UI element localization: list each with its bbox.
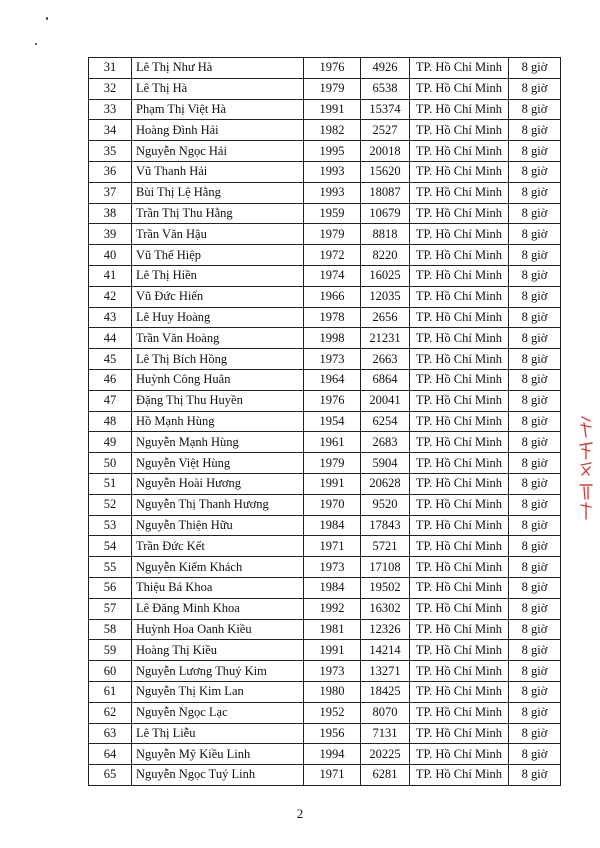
location-cell: TP. Hồ Chí Minh <box>410 58 509 79</box>
row-number-cell: 34 <box>89 120 132 141</box>
full-name-cell: Trần Văn Hoàng <box>132 328 304 349</box>
row-number-cell: 49 <box>89 432 132 453</box>
table-row <box>89 307 561 328</box>
birth-year-cell: 1976 <box>304 58 361 79</box>
row-number-cell: 40 <box>89 245 132 266</box>
row-number-cell: 59 <box>89 640 132 661</box>
full-name-cell: Hồ Mạnh Hùng <box>132 411 304 432</box>
hours-cell: 8 giờ <box>509 473 561 494</box>
location-cell: TP. Hồ Chí Minh <box>410 328 509 349</box>
birth-year-cell: 1984 <box>304 515 361 536</box>
hours-cell: 8 giờ <box>509 765 561 786</box>
full-name-cell: Hoàng Thị Kiều <box>132 640 304 661</box>
birth-year-cell: 1982 <box>304 120 361 141</box>
record-code-cell: 6281 <box>361 765 410 786</box>
location-cell: TP. Hồ Chí Minh <box>410 765 509 786</box>
hours-cell: 8 giờ <box>509 723 561 744</box>
location-cell: TP. Hồ Chí Minh <box>410 307 509 328</box>
record-code-cell: 8818 <box>361 224 410 245</box>
record-code-cell: 20225 <box>361 744 410 765</box>
row-number-cell: 35 <box>89 141 132 162</box>
full-name-cell: Lê Thị Hiền <box>132 265 304 286</box>
full-name-cell: Nguyễn Ngọc Hải <box>132 141 304 162</box>
hours-cell: 8 giờ <box>509 182 561 203</box>
full-name-cell: Bùi Thị Lệ Hằng <box>132 182 304 203</box>
scan-speck <box>35 43 37 45</box>
location-cell: TP. Hồ Chí Minh <box>410 515 509 536</box>
birth-year-cell: 1974 <box>304 265 361 286</box>
table-row <box>89 99 561 120</box>
record-code-cell: 6254 <box>361 411 410 432</box>
row-number-cell: 38 <box>89 203 132 224</box>
table-row <box>89 473 561 494</box>
table-row <box>89 265 561 286</box>
birth-year-cell: 1978 <box>304 307 361 328</box>
birth-year-cell: 1993 <box>304 161 361 182</box>
record-code-cell: 12326 <box>361 619 410 640</box>
location-cell: TP. Hồ Chí Minh <box>410 182 509 203</box>
hours-cell: 8 giờ <box>509 453 561 474</box>
record-code-cell: 2656 <box>361 307 410 328</box>
hours-cell: 8 giờ <box>509 598 561 619</box>
record-code-cell: 21231 <box>361 328 410 349</box>
location-cell: TP. Hồ Chí Minh <box>410 390 509 411</box>
full-name-cell: Nguyễn Hoài Hương <box>132 473 304 494</box>
birth-year-cell: 1970 <box>304 494 361 515</box>
full-name-cell: Lê Thị Bích Hồng <box>132 349 304 370</box>
birth-year-cell: 1991 <box>304 473 361 494</box>
location-cell: TP. Hồ Chí Minh <box>410 473 509 494</box>
table-row <box>89 619 561 640</box>
location-cell: TP. Hồ Chí Minh <box>410 432 509 453</box>
birth-year-cell: 1991 <box>304 640 361 661</box>
hours-cell: 8 giờ <box>509 78 561 99</box>
table-row <box>89 224 561 245</box>
birth-year-cell: 1973 <box>304 661 361 682</box>
row-number-cell: 33 <box>89 99 132 120</box>
hours-cell: 8 giờ <box>509 141 561 162</box>
table-row <box>89 681 561 702</box>
hours-cell: 8 giờ <box>509 286 561 307</box>
row-number-cell: 55 <box>89 557 132 578</box>
location-cell: TP. Hồ Chí Minh <box>410 723 509 744</box>
birth-year-cell: 1971 <box>304 765 361 786</box>
table-row <box>89 349 561 370</box>
row-number-cell: 62 <box>89 702 132 723</box>
full-name-cell: Lê Thị Liễu <box>132 723 304 744</box>
birth-year-cell: 1973 <box>304 349 361 370</box>
location-cell: TP. Hồ Chí Minh <box>410 141 509 162</box>
birth-year-cell: 1981 <box>304 619 361 640</box>
record-code-cell: 20018 <box>361 141 410 162</box>
table-row <box>89 411 561 432</box>
hours-cell: 8 giờ <box>509 411 561 432</box>
full-name-cell: Trần Văn Hậu <box>132 224 304 245</box>
birth-year-cell: 1979 <box>304 78 361 99</box>
row-number-cell: 56 <box>89 577 132 598</box>
birth-year-cell: 1979 <box>304 453 361 474</box>
record-code-cell: 16025 <box>361 265 410 286</box>
hours-cell: 8 giờ <box>509 203 561 224</box>
row-number-cell: 53 <box>89 515 132 536</box>
location-cell: TP. Hồ Chí Minh <box>410 411 509 432</box>
row-number-cell: 54 <box>89 536 132 557</box>
table-row <box>89 640 561 661</box>
page-number: 2 <box>296 806 304 821</box>
row-number-cell: 63 <box>89 723 132 744</box>
record-code-cell: 7131 <box>361 723 410 744</box>
record-code-cell: 16302 <box>361 598 410 619</box>
full-name-cell: Trần Thị Thu Hằng <box>132 203 304 224</box>
birth-year-cell: 1995 <box>304 141 361 162</box>
full-name-cell: Lê Thị Như Hà <box>132 58 304 79</box>
table-row <box>89 286 561 307</box>
location-cell: TP. Hồ Chí Minh <box>410 203 509 224</box>
record-code-cell: 2683 <box>361 432 410 453</box>
hours-cell: 8 giờ <box>509 494 561 515</box>
row-number-cell: 41 <box>89 265 132 286</box>
birth-year-cell: 1980 <box>304 681 361 702</box>
table-row <box>89 182 561 203</box>
location-cell: TP. Hồ Chí Minh <box>410 99 509 120</box>
row-number-cell: 52 <box>89 494 132 515</box>
birth-year-cell: 1991 <box>304 99 361 120</box>
hours-cell: 8 giờ <box>509 349 561 370</box>
red-signature-stamp <box>576 415 596 525</box>
table-row <box>89 245 561 266</box>
location-cell: TP. Hồ Chí Minh <box>410 640 509 661</box>
row-number-cell: 46 <box>89 369 132 390</box>
record-code-cell: 5904 <box>361 453 410 474</box>
birth-year-cell: 1973 <box>304 557 361 578</box>
hours-cell: 8 giờ <box>509 224 561 245</box>
hours-cell: 8 giờ <box>509 307 561 328</box>
table-row <box>89 432 561 453</box>
full-name-cell: Lê Thị Hà <box>132 78 304 99</box>
row-number-cell: 61 <box>89 681 132 702</box>
record-code-cell: 12035 <box>361 286 410 307</box>
table-row <box>89 598 561 619</box>
hours-cell: 8 giờ <box>509 328 561 349</box>
table-row <box>89 765 561 786</box>
location-cell: TP. Hồ Chí Minh <box>410 78 509 99</box>
full-name-cell: Huỳnh Công Huân <box>132 369 304 390</box>
record-code-cell: 20041 <box>361 390 410 411</box>
hours-cell: 8 giờ <box>509 161 561 182</box>
row-number-cell: 45 <box>89 349 132 370</box>
hours-cell: 8 giờ <box>509 245 561 266</box>
table-row <box>89 744 561 765</box>
birth-year-cell: 1964 <box>304 369 361 390</box>
table-row <box>89 390 561 411</box>
record-code-cell: 8070 <box>361 702 410 723</box>
table-row <box>89 141 561 162</box>
full-name-cell: Vũ Thanh Hải <box>132 161 304 182</box>
record-code-cell: 13271 <box>361 661 410 682</box>
row-number-cell: 43 <box>89 307 132 328</box>
birth-year-cell: 1994 <box>304 744 361 765</box>
row-number-cell: 32 <box>89 78 132 99</box>
table-row <box>89 58 561 79</box>
birth-year-cell: 1971 <box>304 536 361 557</box>
record-code-cell: 6864 <box>361 369 410 390</box>
record-code-cell: 2663 <box>361 349 410 370</box>
row-number-cell: 65 <box>89 765 132 786</box>
full-name-cell: Nguyễn Việt Hùng <box>132 453 304 474</box>
record-code-cell: 18425 <box>361 681 410 702</box>
hours-cell: 8 giờ <box>509 99 561 120</box>
full-name-cell: Nguyễn Ngọc Tuý Linh <box>132 765 304 786</box>
record-code-cell: 5721 <box>361 536 410 557</box>
hours-cell: 8 giờ <box>509 120 561 141</box>
hours-cell: 8 giờ <box>509 744 561 765</box>
row-number-cell: 58 <box>89 619 132 640</box>
hours-cell: 8 giờ <box>509 265 561 286</box>
record-code-cell: 15374 <box>361 99 410 120</box>
table-row <box>89 515 561 536</box>
birth-year-cell: 1998 <box>304 328 361 349</box>
roster-table-body <box>89 58 561 786</box>
row-number-cell: 44 <box>89 328 132 349</box>
row-number-cell: 47 <box>89 390 132 411</box>
location-cell: TP. Hồ Chí Minh <box>410 598 509 619</box>
full-name-cell: Nguyễn Thiện Hữu <box>132 515 304 536</box>
birth-year-cell: 1972 <box>304 245 361 266</box>
record-code-cell: 18087 <box>361 182 410 203</box>
row-number-cell: 57 <box>89 598 132 619</box>
hours-cell: 8 giờ <box>509 557 561 578</box>
birth-year-cell: 1976 <box>304 390 361 411</box>
full-name-cell: Nguyễn Kiếm Khách <box>132 557 304 578</box>
location-cell: TP. Hồ Chí Minh <box>410 494 509 515</box>
birth-year-cell: 1993 <box>304 182 361 203</box>
hours-cell: 8 giờ <box>509 369 561 390</box>
full-name-cell: Nguyễn Thị Kim Lan <box>132 681 304 702</box>
record-code-cell: 14214 <box>361 640 410 661</box>
birth-year-cell: 1961 <box>304 432 361 453</box>
location-cell: TP. Hồ Chí Minh <box>410 120 509 141</box>
hours-cell: 8 giờ <box>509 432 561 453</box>
scan-speck <box>46 17 48 20</box>
record-code-cell: 17108 <box>361 557 410 578</box>
row-number-cell: 51 <box>89 473 132 494</box>
record-code-cell: 2527 <box>361 120 410 141</box>
location-cell: TP. Hồ Chí Minh <box>410 349 509 370</box>
location-cell: TP. Hồ Chí Minh <box>410 286 509 307</box>
location-cell: TP. Hồ Chí Minh <box>410 744 509 765</box>
hours-cell: 8 giờ <box>509 681 561 702</box>
table-row <box>89 536 561 557</box>
birth-year-cell: 1992 <box>304 598 361 619</box>
record-code-cell: 15620 <box>361 161 410 182</box>
row-number-cell: 37 <box>89 182 132 203</box>
full-name-cell: Hoàng Đình Hải <box>132 120 304 141</box>
birth-year-cell: 1956 <box>304 723 361 744</box>
hours-cell: 8 giờ <box>509 619 561 640</box>
full-name-cell: Vũ Đức Hiển <box>132 286 304 307</box>
location-cell: TP. Hồ Chí Minh <box>410 245 509 266</box>
row-number-cell: 36 <box>89 161 132 182</box>
birth-year-cell: 1959 <box>304 203 361 224</box>
table-row <box>89 161 561 182</box>
birth-year-cell: 1966 <box>304 286 361 307</box>
full-name-cell: Thiệu Bá Khoa <box>132 577 304 598</box>
table-row <box>89 723 561 744</box>
row-number-cell: 48 <box>89 411 132 432</box>
hours-cell: 8 giờ <box>509 536 561 557</box>
full-name-cell: Lê Huy Hoàng <box>132 307 304 328</box>
location-cell: TP. Hồ Chí Minh <box>410 557 509 578</box>
table-row <box>89 328 561 349</box>
record-code-cell: 17843 <box>361 515 410 536</box>
full-name-cell: Nguyễn Ngọc Lạc <box>132 702 304 723</box>
row-number-cell: 31 <box>89 58 132 79</box>
table-row <box>89 661 561 682</box>
record-code-cell: 10679 <box>361 203 410 224</box>
row-number-cell: 39 <box>89 224 132 245</box>
row-number-cell: 64 <box>89 744 132 765</box>
record-code-cell: 6538 <box>361 78 410 99</box>
hours-cell: 8 giờ <box>509 661 561 682</box>
full-name-cell: Huỳnh Hoa Oanh Kiều <box>132 619 304 640</box>
location-cell: TP. Hồ Chí Minh <box>410 702 509 723</box>
birth-year-cell: 1979 <box>304 224 361 245</box>
birth-year-cell: 1984 <box>304 577 361 598</box>
table-row <box>89 494 561 515</box>
record-code-cell: 4926 <box>361 58 410 79</box>
row-number-cell: 42 <box>89 286 132 307</box>
location-cell: TP. Hồ Chí Minh <box>410 619 509 640</box>
location-cell: TP. Hồ Chí Minh <box>410 453 509 474</box>
hours-cell: 8 giờ <box>509 577 561 598</box>
full-name-cell: Vũ Thế Hiệp <box>132 245 304 266</box>
hours-cell: 8 giờ <box>509 640 561 661</box>
hours-cell: 8 giờ <box>509 390 561 411</box>
location-cell: TP. Hồ Chí Minh <box>410 661 509 682</box>
table-row <box>89 702 561 723</box>
row-number-cell: 60 <box>89 661 132 682</box>
full-name-cell: Nguyễn Thị Thanh Hương <box>132 494 304 515</box>
table-row <box>89 453 561 474</box>
table-row <box>89 557 561 578</box>
row-number-cell: 50 <box>89 453 132 474</box>
location-cell: TP. Hồ Chí Minh <box>410 681 509 702</box>
full-name-cell: Lê Đăng Minh Khoa <box>132 598 304 619</box>
record-code-cell: 8220 <box>361 245 410 266</box>
hours-cell: 8 giờ <box>509 58 561 79</box>
full-name-cell: Đặng Thị Thu Huyền <box>132 390 304 411</box>
full-name-cell: Trần Đức Kết <box>132 536 304 557</box>
hours-cell: 8 giờ <box>509 515 561 536</box>
table-row <box>89 369 561 390</box>
birth-year-cell: 1954 <box>304 411 361 432</box>
birth-year-cell: 1952 <box>304 702 361 723</box>
location-cell: TP. Hồ Chí Minh <box>410 577 509 598</box>
table-row <box>89 577 561 598</box>
location-cell: TP. Hồ Chí Minh <box>410 369 509 390</box>
location-cell: TP. Hồ Chí Minh <box>410 224 509 245</box>
hours-cell: 8 giờ <box>509 702 561 723</box>
record-code-cell: 19502 <box>361 577 410 598</box>
location-cell: TP. Hồ Chí Minh <box>410 265 509 286</box>
full-name-cell: Nguyễn Mạnh Hùng <box>132 432 304 453</box>
record-code-cell: 9520 <box>361 494 410 515</box>
full-name-cell: Nguyễn Lương Thuý Kim <box>132 661 304 682</box>
record-code-cell: 20628 <box>361 473 410 494</box>
location-cell: TP. Hồ Chí Minh <box>410 536 509 557</box>
table-row <box>89 203 561 224</box>
location-cell: TP. Hồ Chí Minh <box>410 161 509 182</box>
table-row <box>89 78 561 99</box>
full-name-cell: Nguyễn Mỹ Kiều Linh <box>132 744 304 765</box>
table-row <box>89 120 561 141</box>
full-name-cell: Phạm Thị Việt Hà <box>132 99 304 120</box>
roster-table <box>88 57 561 786</box>
